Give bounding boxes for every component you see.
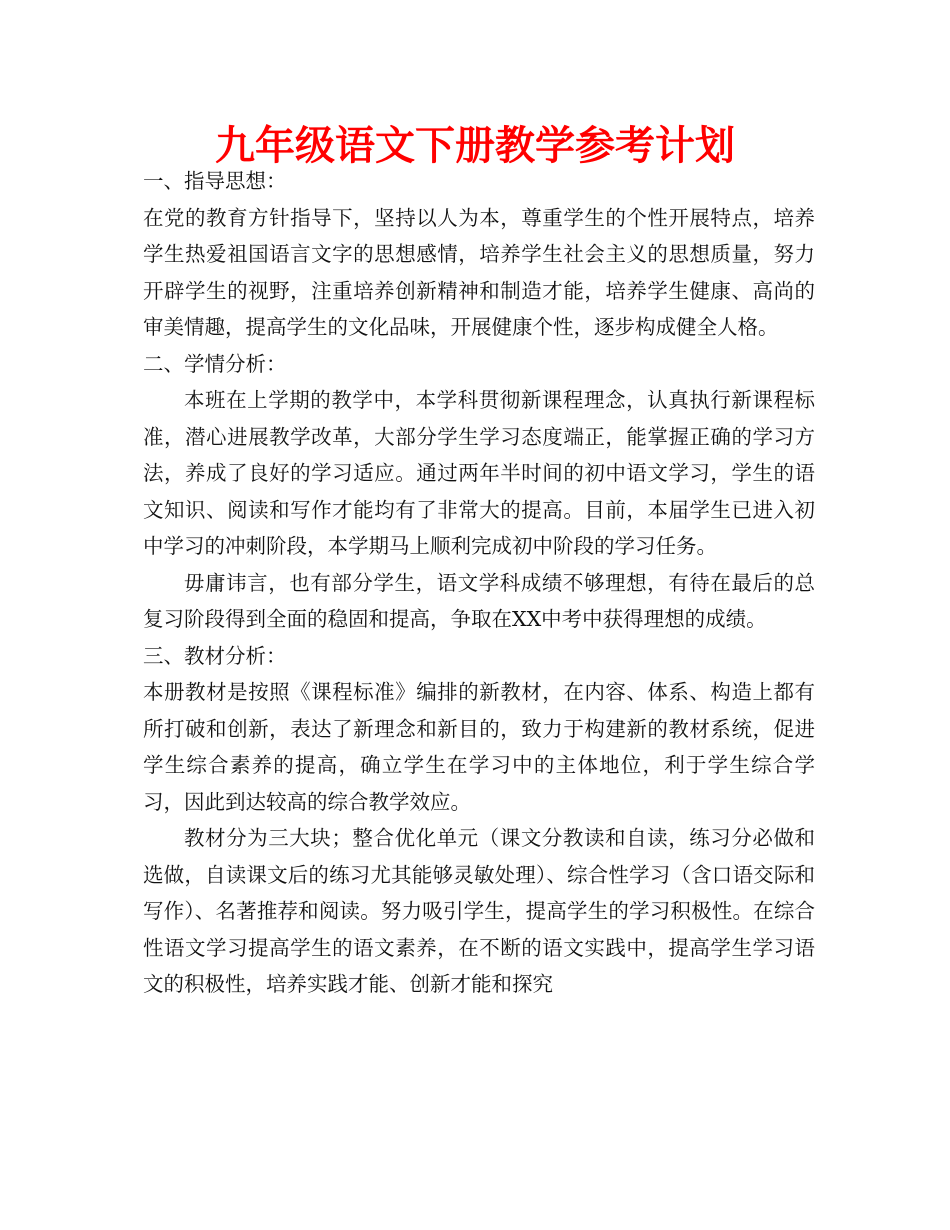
document-title: 九年级语文下册教学参考计划: [215, 122, 735, 169]
document-body: [143, 163, 815, 1003]
paragraph-textbook-analysis-1: 本册教材是按照《课程标准》编排的新教材，在内容、体系、构造上都有所打破和创新，表达了新理念和新目的，致力于构建新的教材系统，促进学生综合素养的提高，确立学生在学习中的主体地位，利于学生综合学习，因此到达较高的综合教学效应。: [143, 680, 815, 814]
paragraph-student-analysis-1: 本班在上学期的教学中，本学科贯彻新课程理念，认真执行新课程标准，潜心进展教学改革，大部分学生学习态度端正，能掌握正确的学习方法，养成了良好的学习适应。通过两年半时间的初中语文学习，学生的语文知识、阅读和写作才能均有了非常大的提高。目前，本届学生已进入初中学习的冲刺阶段，本学期马上顺利完成初中阶段的学习任务。: [143, 388, 815, 558]
paragraph-student-analysis-2: 毋庸讳言，也有部分学生，语文学科成绩不够理想，有待在最后的总复习阶段得到全面的稳固和提高，争取在XX中考中获得理想的成绩。: [143, 570, 815, 631]
section-heading-guiding-thought: 一、指导思想：: [143, 169, 287, 193]
paragraph-guiding-thought: 在党的教育方针指导下，坚持以人为本，尊重学生的个性开展特点，培养学生热爱祖国语言文字的思想感情，培养学生社会主义的思想质量，努力开辟学生的视野，注重培养创新精神和制造才能，培养学生健康、高尚的审美情趣，提高学生的文化品味，开展健康个性，逐步构成健全人格。: [143, 205, 815, 339]
section-heading-textbook-analysis: 三、教材分析：: [143, 643, 287, 668]
section-heading-student-analysis: 二、学情分析：: [143, 351, 287, 376]
paragraph-textbook-analysis-2: 教材分为三大块；整合优化单元（课文分教读和自读，练习分必做和选做，自读课文后的练习尤其能够灵敏处理）、综合性学习（含口语交际和写作）、名著推荐和阅读。努力吸引学生，提高学生的学习积极性。在综合性语文学习提高学生的语文素养，在不断的语文实践中，提高学生学习语文的积极性，培养实践才能、创新才能和探究: [143, 826, 815, 996]
